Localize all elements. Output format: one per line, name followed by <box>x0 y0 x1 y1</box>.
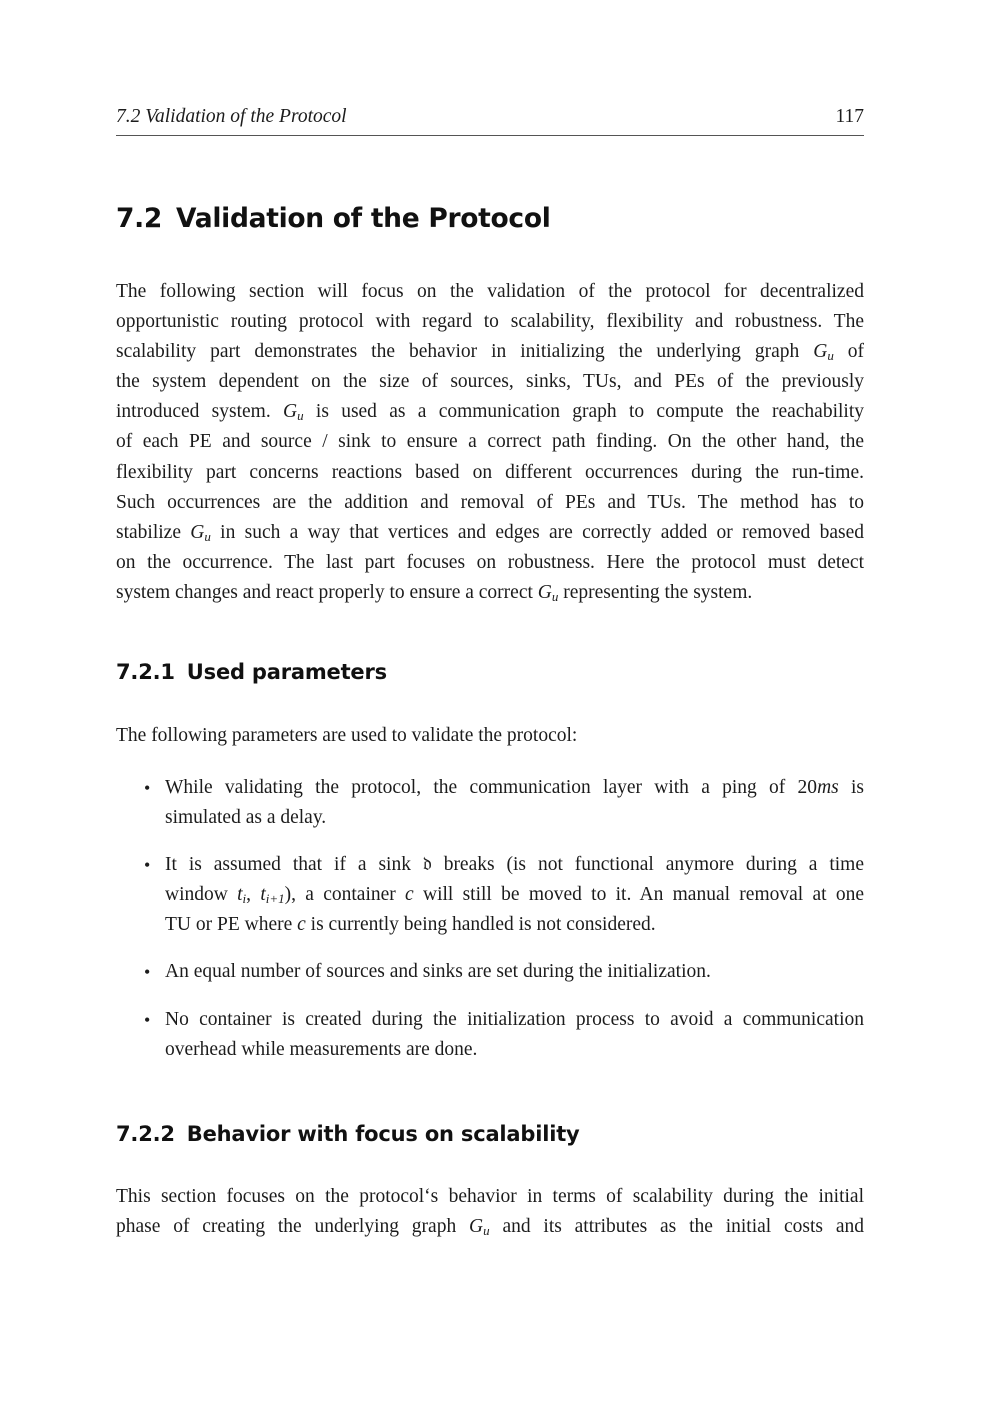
bullet-icon: • <box>144 1009 151 1030</box>
subsection-title: Behavior with focus on scalability <box>186 1122 580 1146</box>
list-item: • An equal number of sources and sinks are set during the initialization. <box>116 957 864 987</box>
running-header-title: 7.2 Validation of the Protocol <box>116 106 347 127</box>
list-item: • While validating the protocol, the communication layer with a ping of 20ms is simulated as a delay. <box>116 773 864 833</box>
scalability-paragraph: This section focuses on the protocol‘s behavior in terms of scalability during the initial phase of creating the underlying graph $G_u$ and its attributes as the initial costs and <box>116 1186 864 1239</box>
paragraph-line: opportunistic routing protocol with regard to scalability, flexibility and robustness. The <box>116 311 864 333</box>
subsection-title: Used parameters <box>186 660 387 684</box>
subsection-heading-used-parameters <box>116 660 387 684</box>
section-title: Validation of the Protocol <box>176 203 551 234</box>
list-item: • No container is created during the initialization process to avoid a communication overhead while measurements are done. <box>116 1005 864 1065</box>
section-heading <box>116 203 551 234</box>
list-item: • It is assumed that if a sink 𝔡 breaks (is not functional anymore during a time window $t_i$, $t_{i+1}$), a container c will still be moved to it. An manual removal at one TU or PE where c is currently being handled is not considered. <box>116 850 864 940</box>
paragraph-line: introduced system. $G_u$ is used as a communication graph to compute the reachability <box>116 401 864 424</box>
paragraph-line: of each PE and source / sink to ensure a correct path finding. On the other hand, the <box>116 431 864 453</box>
parameters-lead: The following parameters are used to validate the protocol: <box>116 725 578 746</box>
page-number: 117 <box>835 106 864 127</box>
sink-symbol: 𝔡 <box>422 854 432 876</box>
intro-paragraph <box>116 277 864 608</box>
paragraph-line: system changes and react properly to ensure a correct $G_u$ representing the system. <box>116 581 753 604</box>
bullet-icon: • <box>144 962 151 983</box>
subsection-number: 7.2.1 <box>116 660 175 684</box>
subsection-heading-scalability <box>116 1122 580 1146</box>
subsection-number: 7.2.2 <box>116 1122 175 1146</box>
parameters-list <box>116 773 864 1065</box>
running-header <box>116 106 864 136</box>
bullet-icon: • <box>144 778 151 798</box>
paragraph-line: stabilize $G_u$ in such a way that vertices and edges are correctly added or removed based <box>116 521 864 544</box>
paragraph-line: scalability part demonstrates the behavior in initializing the underlying graph $G_u$ of <box>116 341 865 364</box>
paragraph-line: flexibility part concerns reactions based on different occurrences during the run-time. <box>116 461 864 483</box>
paragraph-line: the system dependent on the size of sources, sinks, TUs, and PEs of the previously <box>116 371 864 393</box>
paragraph-line: on the occurrence. The last part focuses on robustness. Here the protocol must detect <box>116 551 864 573</box>
paragraph-line: The following section will focus on the validation of the protocol for decentralized <box>116 281 864 302</box>
section-number: 7.2 <box>116 203 163 234</box>
paragraph-line: Such occurrences are the addition and removal of PEs and TUs. The method has to <box>116 491 864 513</box>
bullet-icon: • <box>144 855 151 876</box>
